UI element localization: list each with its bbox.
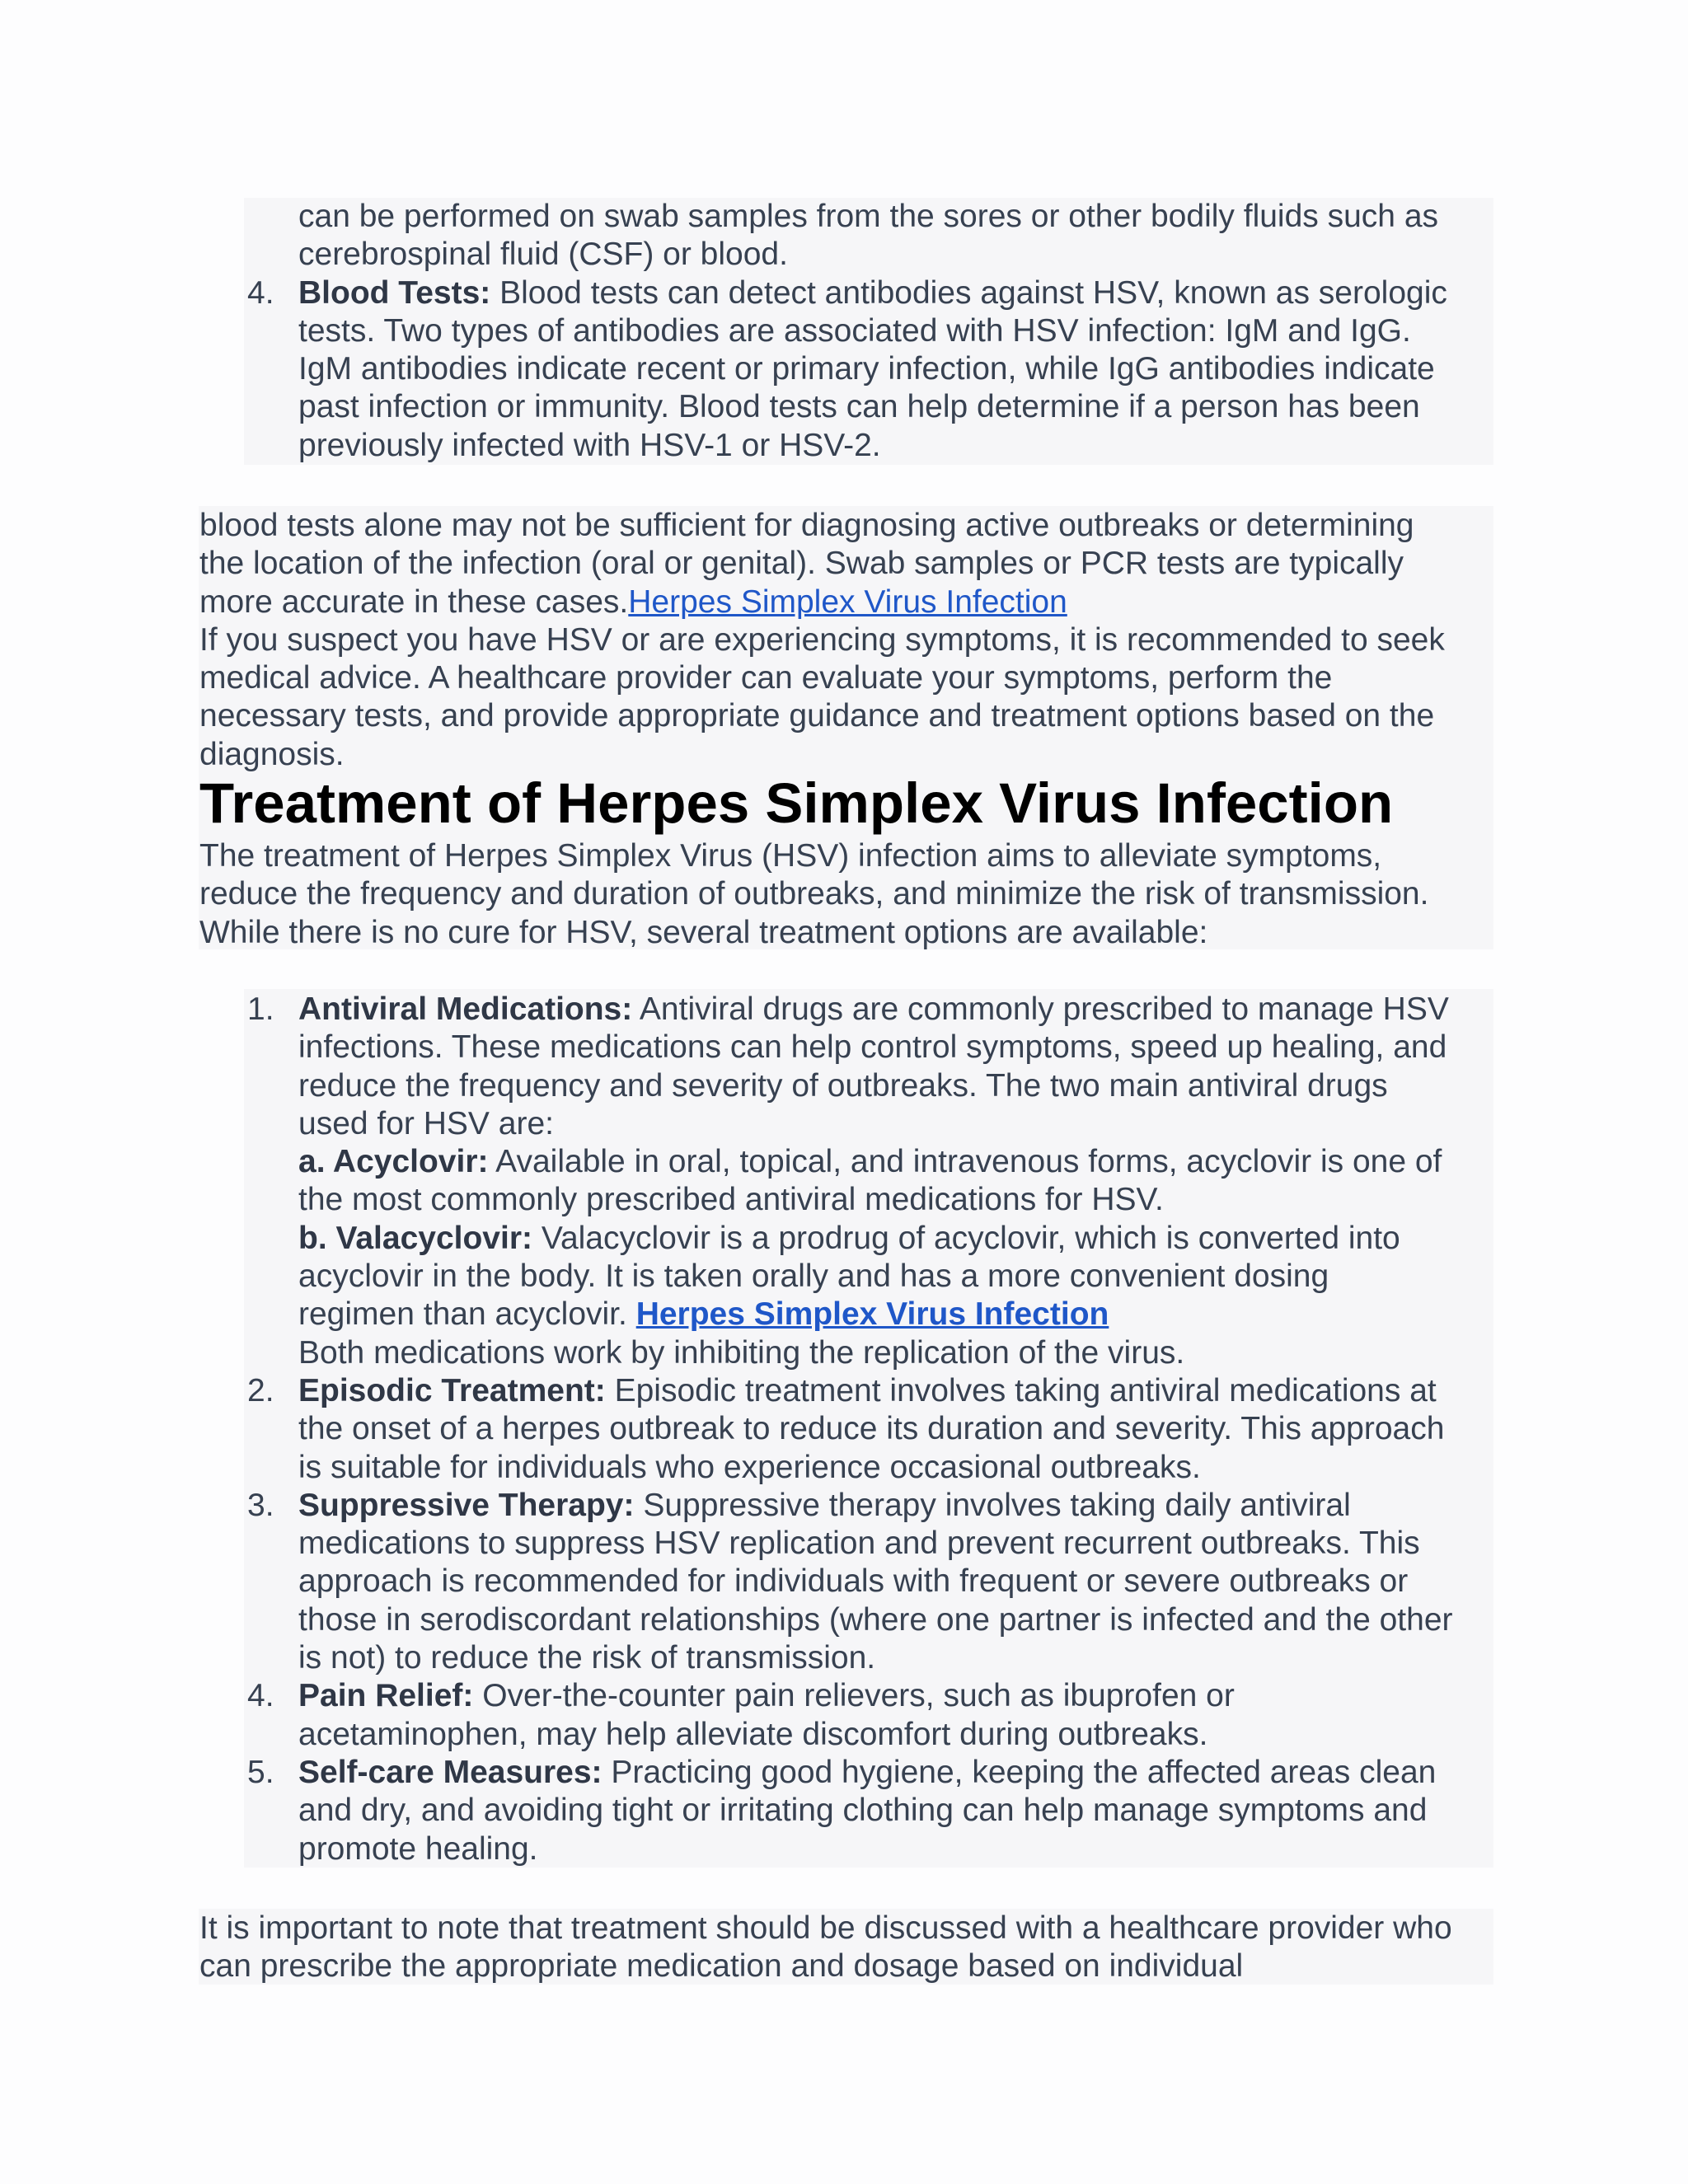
item-text: is suitable for individuals who experience occasional outbreaks. [298, 1449, 1201, 1485]
paragraph-line: diagnosis. [199, 736, 345, 772]
item-text: Valacyclovir is a prodrug of acyclovir, which is converted into [532, 1220, 1400, 1256]
item-text: past infection or immunity. Blood tests can help determine if a person has been [298, 389, 1420, 425]
item-label: Blood Tests: [298, 274, 491, 311]
item-text: infections. These medications can help control symptoms, speed up healing, and [298, 1029, 1447, 1066]
list-item-antiviral [247, 991, 1453, 1372]
item-text: regimen than acyclovir. [298, 1296, 636, 1333]
list-continuation-line: can be performed on swab samples from the sores or other bodily fluids such as [298, 199, 1439, 234]
paragraph-line: medical advice. A healthcare provider can evaluate your symptoms, perform the [199, 660, 1333, 696]
paragraph-blood-tests [199, 507, 1445, 774]
herpes-info-link[interactable]: Herpes Simplex Virus Infection [628, 583, 1067, 620]
list-number: 1. [247, 991, 274, 1027]
item-label: Self-care Measures: [298, 1754, 603, 1790]
item-text: Over-the-counter pain relievers, such as ibuprofen or [473, 1678, 1235, 1714]
item-text: Antiviral drugs are commonly prescribed to manage HSV [632, 991, 1449, 1027]
item-text: used for HSV are: [298, 1105, 554, 1141]
item-text: Suppressive therapy involves taking daily antiviral [634, 1487, 1351, 1523]
item-text: approach is recommended for individuals with frequent or severe outbreaks or [298, 1563, 1409, 1600]
item-text: reduce the frequency and severity of outbreaks. The two main antiviral drugs [298, 1067, 1388, 1104]
item-text: is not) to reduce the risk of transmission. [298, 1640, 876, 1676]
list-item-episodic [247, 1372, 1453, 1487]
item-text: tests. Two types of antibodies are associated with HSV infection: IgM and IgG. [298, 312, 1411, 349]
list-item-blood-tests [247, 274, 1447, 465]
paragraph-line: blood tests alone may not be sufficient for diagnosing active outbreaks or determining [199, 508, 1414, 543]
paragraph-line: more accurate in these cases. [199, 583, 629, 620]
paragraph-line: can prescribe the appropriate medication and dosage based on individual [199, 1948, 1244, 1985]
paragraph-line: While there is no cure for HSV, several treatment options are available: [199, 914, 1208, 950]
item-text: the onset of a herpes outbreak to reduce its duration and severity. This approach [298, 1411, 1445, 1447]
herpes-info-link-bold[interactable]: Herpes Simplex Virus Infection [635, 1296, 1109, 1333]
item-text: acetaminophen, may help alleviate discomfort during outbreaks. [298, 1716, 1208, 1752]
list-number: 3. [247, 1487, 274, 1523]
list-number: 5. [247, 1754, 274, 1790]
item-text: Episodic treatment involves taking antiviral medications at [605, 1372, 1437, 1408]
paragraph-line: The treatment of Herpes Simplex Virus (HSV) infection aims to alleviate symptoms, [199, 838, 1382, 874]
list-number: 2. [247, 1372, 274, 1408]
list-continuation-line: cerebrospinal fluid (CSF) or blood. [298, 237, 788, 273]
section-heading: Treatment of Herpes Simplex Virus Infection [199, 771, 1394, 835]
item-text: promote healing. [298, 1830, 538, 1867]
item-label: Episodic Treatment: [298, 1372, 606, 1408]
item-text: Both medications work by inhibiting the replication of the virus. [298, 1334, 1185, 1371]
item-label: Pain Relief: [298, 1678, 474, 1714]
item-label: Suppressive Therapy: [298, 1487, 635, 1523]
item-text: medications to suppress HSV replication and prevent recurrent outbreaks. This [298, 1526, 1420, 1562]
list-number: 4. [247, 274, 274, 311]
item-label: Antiviral Medications: [298, 991, 633, 1027]
item-text: and dry, and avoiding tight or irritating clothing can help manage symptoms and [298, 1793, 1428, 1829]
item-text: those in serodiscordant relationships (where one partner is infected and the other [298, 1601, 1453, 1638]
paragraph-line: reduce the frequency and duration of outbreaks, and minimize the risk of transmission. [199, 876, 1429, 912]
item-text: previously infected with HSV-1 or HSV-2. [298, 427, 881, 463]
list-treatments [247, 991, 1453, 1868]
list-item-pain-relief [247, 1677, 1453, 1754]
paragraph-line: the location of the infection (oral or genital). Swab samples or PCR tests are typically [199, 546, 1404, 582]
item-text: Blood tests can detect antibodies against HSV, known as serologic [490, 274, 1447, 311]
subitem-label: a. Acyclovir: [298, 1144, 489, 1180]
paragraph-intro [199, 837, 1428, 952]
list-number: 4. [247, 1678, 274, 1714]
list-item-self-care [247, 1754, 1453, 1868]
paragraph-line: If you suspect you have HSV or are experiencing symptoms, it is recommended to seek [199, 621, 1445, 658]
item-text: the most commonly prescribed antiviral medications for HSV. [298, 1182, 1164, 1218]
paragraph-closing [199, 1910, 1452, 1986]
item-text: Practicing good hygiene, keeping the affected areas clean [602, 1754, 1437, 1790]
paragraph-line: necessary tests, and provide appropriate guidance and treatment options based on the [199, 698, 1435, 734]
item-text: acyclovir in the body. It is taken orally and has a more convenient dosing [298, 1258, 1329, 1295]
list-blood-tests [247, 198, 1447, 465]
item-text: Available in oral, topical, and intravenous forms, acyclovir is one of [488, 1144, 1442, 1180]
list-item-suppressive [247, 1487, 1453, 1677]
subitem-label: b. Valacyclovir: [298, 1220, 532, 1256]
paragraph-line: It is important to note that treatment should be discussed with a healthcare provider who [199, 1910, 1452, 1946]
item-text: IgM antibodies indicate recent or primary infection, while IgG antibodies indicate [298, 351, 1435, 387]
